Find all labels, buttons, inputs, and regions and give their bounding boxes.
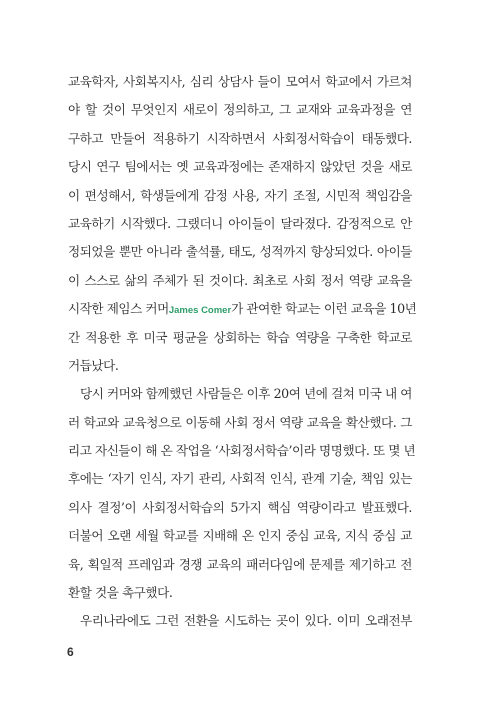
text-line: 이 스스로 삶의 주체가 된 것이다. 최초로 사회 정서 역량 교육을: [68, 272, 412, 288]
text-line: 당시 연구 팀에서는 옛 교육과정에는 존재하지 않았던 것을 새로: [68, 159, 412, 175]
text-line: 야 할 것이 무엇인지 새로이 정의하고, 그 교재와 교육과정을 연: [68, 102, 412, 118]
text-line: 정되었을 뿐만 아니라 출석률, 태도, 성적까지 향상되었다. 아이들: [68, 244, 412, 260]
text-line: 구하고 만들어 적용하기 시작하면서 사회정서학습이 태동했다.: [68, 130, 412, 146]
text-line: 의사 결정’이 사회정서학습의 5가지 핵심 역량이라고 발표했다.: [68, 499, 412, 515]
text-line: 교육하기 시작했다. 그랬더니 아이들이 달라졌다. 감정적으로 안: [68, 215, 412, 231]
text-line: 리고 자신들이 해 온 작업을 ‘사회정서학습’이라 명명했다. 또 몇 년: [68, 443, 416, 459]
text-line: 거듭났다.: [68, 357, 119, 373]
page-number: 6: [67, 645, 74, 659]
page-body: [68, 74, 417, 642]
text-line: 이 편성해서, 학생들에게 감정 사용, 자기 조절, 시민적 책임감을: [68, 187, 412, 203]
text-line: 교육학자, 사회복지사, 심리 상담사 들이 모여서 학교에서 가르쳐: [68, 74, 412, 89]
text-line: 육, 획일적 프레임과 경쟁 교육의 패러다임에 문제를 제기하고 전: [68, 556, 412, 572]
inline-english-name: James Comer: [168, 305, 232, 317]
text-line: 당시 커머와 함께했던 사람들은 이후 20여 년에 걸쳐 미국 내 여: [80, 386, 412, 402]
text-line-with-name: [68, 301, 417, 317]
text-line: 후에는 ‘자기 인식, 자기 관리, 사회적 인식, 관계 기술, 책임 있는: [68, 471, 412, 487]
text-line: 러 학교와 교육청으로 이동해 사회 정서 역량 교육을 확산했다. 그: [68, 414, 412, 430]
text-segment: 가 관여한 학교는 이런 교육을 10년: [231, 301, 417, 317]
text-segment: 시작한 제임스 커머: [68, 301, 169, 317]
text-line: 환할 것을 촉구했다.: [68, 585, 173, 601]
text-line: 더불어 오랜 세월 학교를 지배해 온 인지 중심 교육, 지식 중심 교: [68, 528, 412, 544]
text-line: 우리나라에도 그런 전환을 시도하는 곳이 있다. 이미 오래전부: [80, 613, 412, 629]
text-line: 간 적용한 후 미국 평균을 상회하는 학습 역량을 구축한 학교로: [68, 329, 412, 345]
